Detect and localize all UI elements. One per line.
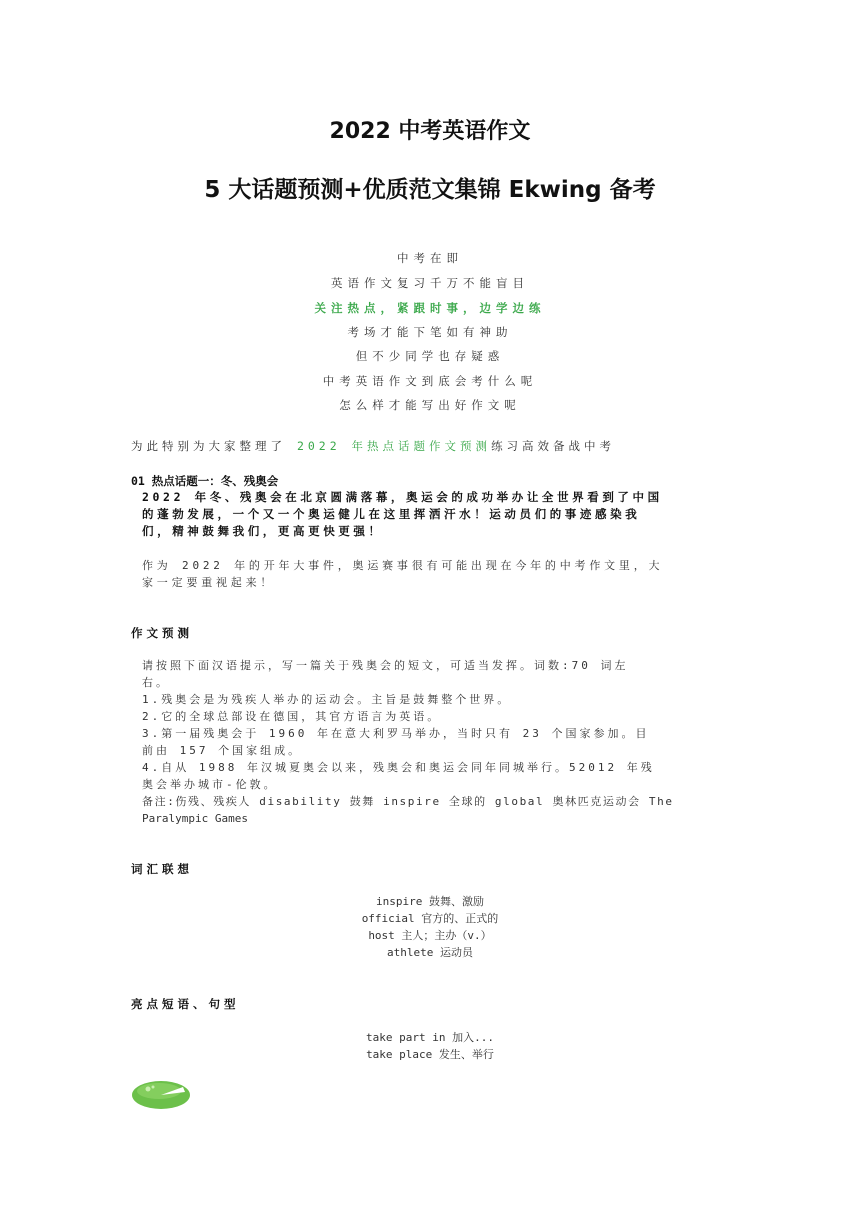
prediction-line: 右。 — [142, 676, 170, 689]
prediction-line: 奥会举办城市-伦敦。 — [142, 778, 278, 791]
summary-after: 练习高效备战中考 — [491, 439, 616, 453]
prediction-line: 前由 157 个国家组成。 — [142, 744, 303, 757]
vocabulary-item: inspire 鼓舞、激励 — [376, 895, 484, 908]
intro-line: 中考在即 — [397, 251, 463, 265]
topic-intro-bold — [142, 489, 722, 540]
phrase-item: take part in 加入... — [366, 1031, 494, 1044]
prediction-line: 2.它的全球总部设在德国，其官方语言为英语。 — [142, 710, 442, 723]
topic-intro-line: 2022 年冬、残奥会在北京圆满落幕，奥运会的成功举办让全世界看到了中国 — [142, 490, 663, 504]
prediction-line: 请按照下面汉语提示，写一篇关于残奥会的短文，可适当发挥。词数:70 词左 — [142, 659, 629, 672]
prediction-line: 3.第一届残奥会于 1960 年在意大利罗马举办，当时只有 23 个国家参加。目 — [142, 727, 650, 740]
document-subtitle: 5 大话题预测+优质范文集锦 Ekwing 备考 — [204, 177, 656, 203]
topic-note-line: 家一定要重视起来！ — [142, 576, 276, 589]
prediction-line: Paralympic Games — [142, 812, 248, 825]
vocabulary-list — [0, 893, 860, 961]
summary-line — [131, 438, 615, 454]
prediction-line: 1.残奥会是为残疾人举办的运动会。主旨是鼓舞整个世界。 — [142, 693, 512, 706]
vocabulary-item: athlete 运动员 — [387, 946, 473, 959]
prediction-line: 备注:伤残、残疾人 disability 鼓舞 inspire 全球的 global 奥林匹克运动会 The — [142, 795, 674, 808]
vocabulary-item: official 官方的、正式的 — [361, 912, 499, 925]
topic-intro-line: 的蓬勃发展，一个又一个奥运健儿在这里挥洒汗水！运动员们的事迹感染我 — [142, 507, 641, 521]
lotus-leaf-icon — [131, 1078, 191, 1110]
topic-intro-line: 们，精神鼓舞我们，更高更快更强！ — [142, 524, 384, 538]
topic-note — [142, 557, 722, 591]
section-heading-vocabulary: 词汇联想 — [131, 862, 193, 876]
topic-note-line: 作为 2022 年的开年大事件，奥运赛事很有可能出现在今年的中考作文里，大 — [142, 559, 664, 572]
summary-highlight: 2022 年热点话题作文预测 — [296, 439, 492, 453]
intro-line: 怎么样才能写出好作文呢 — [339, 398, 521, 412]
intro-line: 但不少同学也存疑惑 — [355, 349, 505, 363]
prediction-body — [142, 657, 722, 827]
topic-heading: 01 热点话题一：冬、残奥会 — [131, 474, 279, 488]
document-title: 2022 中考英语作文 — [329, 119, 531, 144]
intro-line: 英语作文复习千万不能盲目 — [331, 276, 529, 290]
intro-line: 考场才能下笔如有神助 — [347, 325, 513, 339]
section-heading-prediction: 作文预测 — [131, 626, 193, 640]
summary-before: 为此特别为大家整理了 — [131, 439, 286, 453]
prediction-line: 4.自从 1988 年汉城夏奥会以来，残奥会和奥运会同年同城举行。52012 年残 — [142, 761, 655, 774]
intro-line-highlight: 关注热点，紧跟时事，边学边练 — [314, 301, 546, 315]
intro-line: 中考英语作文到底会考什么呢 — [322, 374, 538, 388]
phrase-list — [0, 1029, 860, 1063]
phrase-item: take place 发生、举行 — [366, 1048, 494, 1061]
section-heading-phrases: 亮点短语、句型 — [131, 997, 240, 1011]
vocabulary-item: host 主人；主办（v.） — [368, 929, 492, 942]
